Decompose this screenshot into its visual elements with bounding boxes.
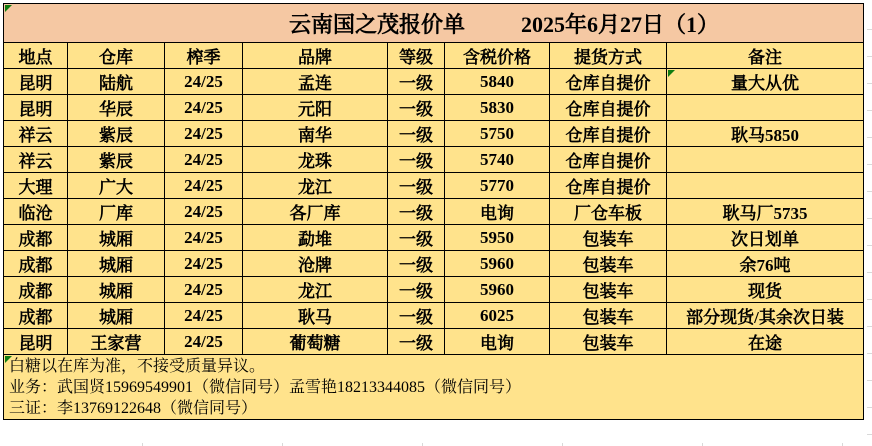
report-date: 2025年6月27日（1）	[521, 11, 720, 37]
cell-r6c1[interactable]: 临沧	[4, 199, 68, 225]
cell-r8c5[interactable]: 一级	[388, 251, 445, 277]
table-row	[4, 69, 864, 95]
cell-r9c2[interactable]: 城厢	[68, 277, 165, 303]
cell-r7c5[interactable]: 一级	[388, 225, 445, 251]
table-row	[4, 121, 864, 147]
column-header-1[interactable]: 地点	[4, 43, 68, 69]
cell-r5c6[interactable]: 5770	[445, 173, 550, 199]
cell-r2c8[interactable]	[667, 95, 864, 121]
cell-r10c1[interactable]: 成都	[4, 303, 68, 329]
cell-r6c3[interactable]: 24/25	[165, 199, 243, 225]
cell-r2c6[interactable]: 5830	[445, 95, 550, 121]
cell-r5c8[interactable]	[667, 173, 864, 199]
column-header-6[interactable]: 含税价格	[445, 43, 550, 69]
cell-r8c4[interactable]: 沧牌	[243, 251, 388, 277]
cell-r8c6[interactable]: 5960	[445, 251, 550, 277]
cell-r7c3[interactable]: 24/25	[165, 225, 243, 251]
margin-gridlines-right	[867, 3, 872, 443]
cell-r7c4[interactable]: 勐堆	[243, 225, 388, 251]
cell-r8c7[interactable]: 包装车	[550, 251, 667, 277]
cell-r7c7[interactable]: 包装车	[550, 225, 667, 251]
note-line-license-contact[interactable]: 三证：李13769122648（微信同号）	[9, 400, 258, 417]
table-row	[4, 277, 864, 303]
column-header-7[interactable]: 提货方式	[550, 43, 667, 69]
cell-r5c4[interactable]: 龙江	[243, 173, 388, 199]
cell-r2c7[interactable]: 仓库自提价	[550, 95, 667, 121]
cell-r10c3[interactable]: 24/25	[165, 303, 243, 329]
cell-r9c6[interactable]: 5960	[445, 277, 550, 303]
table-row	[4, 173, 864, 199]
cell-r5c2[interactable]: 广大	[68, 173, 165, 199]
cell-r8c1[interactable]: 成都	[4, 251, 68, 277]
cell-r1c7[interactable]: 仓库自提价	[550, 69, 667, 95]
cell-r8c8[interactable]: 余76吨	[667, 251, 864, 277]
cell-r11c7[interactable]: 包装车	[550, 329, 667, 355]
quote-rows	[4, 69, 864, 355]
cell-r9c1[interactable]: 成都	[4, 277, 68, 303]
cell-r1c4[interactable]: 孟连	[243, 69, 388, 95]
notes-cell[interactable]	[4, 355, 864, 420]
cell-r9c5[interactable]: 一级	[388, 277, 445, 303]
cell-r4c3[interactable]: 24/25	[165, 147, 243, 173]
cell-r3c7[interactable]: 仓库自提价	[550, 121, 667, 147]
table-row	[4, 303, 864, 329]
cell-r8c2[interactable]: 城厢	[68, 251, 165, 277]
column-header-3[interactable]: 榨季	[165, 43, 243, 69]
table-row	[4, 95, 864, 121]
cell-r2c5[interactable]: 一级	[388, 95, 445, 121]
cell-r6c6[interactable]: 电询	[445, 199, 550, 225]
cell-r3c4[interactable]: 南华	[243, 121, 388, 147]
cell-r5c7[interactable]: 仓库自提价	[550, 173, 667, 199]
note-line-sales-contacts[interactable]: 业务：武国贤15969549901（微信同号）孟雪艳18213344085（微信同号）	[9, 379, 522, 396]
error-flag-icon	[668, 70, 675, 77]
cell-r5c3[interactable]: 24/25	[165, 173, 243, 199]
cell-r1c3[interactable]: 24/25	[165, 69, 243, 95]
table-row	[4, 225, 864, 251]
cell-r9c3[interactable]: 24/25	[165, 277, 243, 303]
cell-r1c6[interactable]: 5840	[445, 69, 550, 95]
cell-r6c7[interactable]: 厂仓车板	[550, 199, 667, 225]
cell-r7c8[interactable]: 次日划单	[667, 225, 864, 251]
cell-r5c5[interactable]: 一级	[388, 173, 445, 199]
cell-r9c4[interactable]: 龙江	[243, 277, 388, 303]
cell-r3c5[interactable]: 一级	[388, 121, 445, 147]
cell-r9c7[interactable]: 包装车	[550, 277, 667, 303]
quote-table	[3, 3, 864, 420]
cell-r8c3[interactable]: 24/25	[165, 251, 243, 277]
cell-r10c8[interactable]: 部分现货/其余次日装	[667, 303, 864, 329]
cell-r10c7[interactable]: 包装车	[550, 303, 667, 329]
cell-r4c2[interactable]: 紫辰	[68, 147, 165, 173]
cell-r9c8[interactable]: 现货	[667, 277, 864, 303]
cell-r6c8[interactable]: 耿马厂5735	[667, 199, 864, 225]
cell-r4c1[interactable]: 祥云	[4, 147, 68, 173]
cell-r6c4[interactable]: 各厂库	[243, 199, 388, 225]
cell-r1c8[interactable]: 量大从优	[667, 69, 864, 95]
cell-r2c4[interactable]: 元阳	[243, 95, 388, 121]
cell-r3c8[interactable]: 耿马5850	[667, 121, 864, 147]
cell-r11c8[interactable]: 在途	[667, 329, 864, 355]
cell-r2c3[interactable]: 24/25	[165, 95, 243, 121]
table-row	[4, 251, 864, 277]
column-header-2[interactable]: 仓库	[68, 43, 165, 69]
cell-r4c6[interactable]: 5740	[445, 147, 550, 173]
cell-r7c2[interactable]: 城厢	[68, 225, 165, 251]
table-row	[4, 199, 864, 225]
cell-r1c5[interactable]: 一级	[388, 69, 445, 95]
cell-r11c1[interactable]: 昆明	[4, 329, 68, 355]
cell-r6c5[interactable]: 一级	[388, 199, 445, 225]
cell-r5c1[interactable]: 大理	[4, 173, 68, 199]
table-row	[4, 329, 864, 355]
cell-r7c1[interactable]: 成都	[4, 225, 68, 251]
column-header-8[interactable]: 备注	[667, 43, 864, 69]
cell-r11c3[interactable]: 24/25	[165, 329, 243, 355]
cell-r3c2[interactable]: 紫辰	[68, 121, 165, 147]
report-title: 云南国之茂报价单	[289, 11, 466, 37]
cell-r4c7[interactable]: 仓库自提价	[550, 147, 667, 173]
cell-r10c4[interactable]: 耿马	[243, 303, 388, 329]
cell-r4c4[interactable]: 龙珠	[243, 147, 388, 173]
cell-r7c6[interactable]: 5950	[445, 225, 550, 251]
cell-r3c6[interactable]: 5750	[445, 121, 550, 147]
cell-r3c3[interactable]: 24/25	[165, 121, 243, 147]
cell-r11c6[interactable]: 电询	[445, 329, 550, 355]
title-row	[4, 4, 864, 43]
column-header-4[interactable]: 品牌	[243, 43, 388, 69]
cell-r2c1[interactable]: 昆明	[4, 95, 68, 121]
cell-r6c2[interactable]: 厂库	[68, 199, 165, 225]
cell-r11c4[interactable]: 葡萄糖	[243, 329, 388, 355]
sheet-title-cell[interactable]	[4, 4, 864, 43]
cell-r3c1[interactable]: 祥云	[4, 121, 68, 147]
footer-row	[4, 355, 864, 420]
cell-r4c5[interactable]: 一级	[388, 147, 445, 173]
cell-r11c5[interactable]: 一级	[388, 329, 445, 355]
cell-r10c5[interactable]: 一级	[388, 303, 445, 329]
cell-r10c6[interactable]: 6025	[445, 303, 550, 329]
note-line-quality[interactable]: 白糖以在库为准，不接受质量异议。	[9, 358, 266, 375]
cell-r1c2[interactable]: 陆航	[68, 69, 165, 95]
cell-r4c8[interactable]	[667, 147, 864, 173]
table-row	[4, 147, 864, 173]
cell-r2c2[interactable]: 华辰	[68, 95, 165, 121]
cell-r10c2[interactable]: 城厢	[68, 303, 165, 329]
error-flag-icon	[5, 5, 12, 12]
cell-r1c1[interactable]: 昆明	[4, 69, 68, 95]
cell-r11c2[interactable]: 王家营	[68, 329, 165, 355]
column-header-5[interactable]: 等级	[388, 43, 445, 69]
header-row	[4, 43, 864, 69]
